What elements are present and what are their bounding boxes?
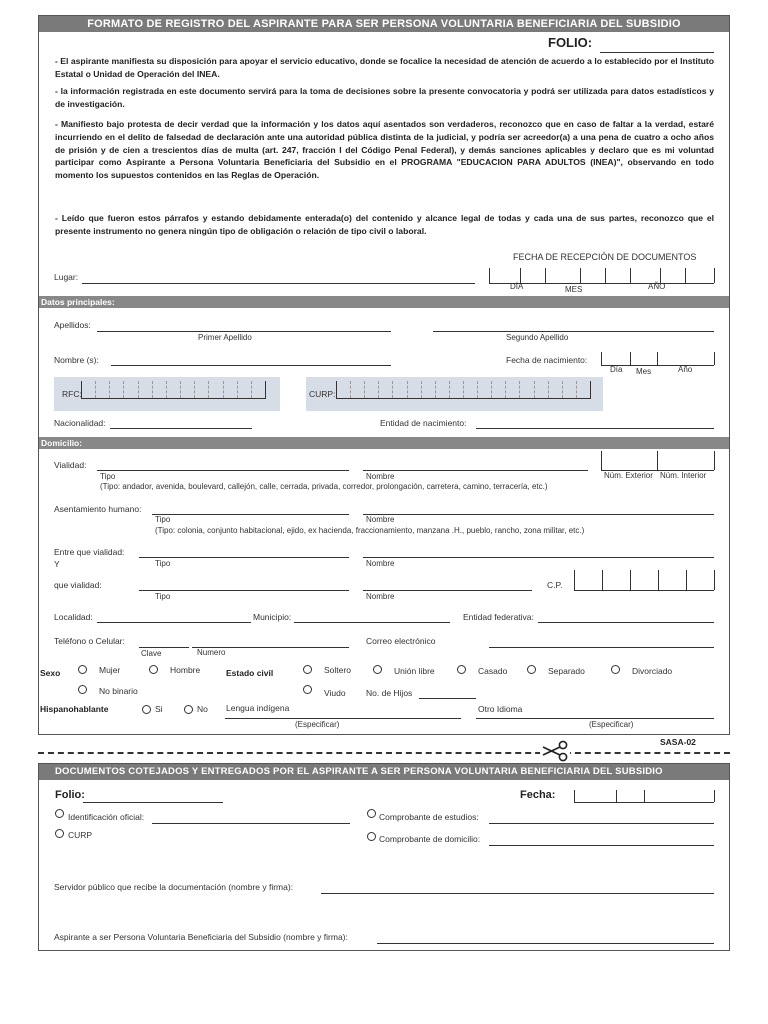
localidad-line[interactable]	[97, 622, 251, 623]
form-title: FORMATO DE REGISTRO DEL ASPIRANTE PARA SER PERSONA VOLUNTARIA BENEFICIARIA DEL SUBSIDIO	[39, 16, 729, 32]
radio-casado[interactable]	[457, 665, 466, 674]
num-interior-label: Núm. Interior	[660, 471, 707, 480]
radio-comprobante-estudios[interactable]	[367, 809, 376, 818]
vialidad-hint: (Tipo: andador, avenida, boulevard, callejón, calle, cerrada, privada, corredor, prolongación, carretera, camino, terracería, etc.)	[100, 482, 548, 491]
reception-tick-2	[520, 268, 521, 283]
si-label: Si	[155, 704, 163, 714]
cp-tick-2	[602, 570, 603, 590]
vialidad-nombre-line[interactable]	[363, 470, 588, 471]
comprobante-estudios-label: Comprobante de estudios:	[379, 812, 479, 822]
segundo-apellido-line[interactable]	[433, 331, 714, 332]
reception-tick-5	[605, 268, 606, 283]
vialidad-tipo-label: Tipo	[100, 472, 116, 481]
entre-nombre-label: Nombre	[366, 559, 395, 568]
folio-line[interactable]	[600, 52, 714, 53]
reception-tick-8	[685, 268, 686, 283]
nacionalidad-label: Nacionalidad:	[54, 418, 106, 428]
reception-tick-6	[630, 268, 631, 283]
fecha-nac-mes: Mes	[636, 367, 652, 376]
reception-mes: MES	[565, 285, 583, 294]
radio-no[interactable]	[184, 705, 193, 714]
radio-curp-doc[interactable]	[55, 829, 64, 838]
entidad-federativa-line[interactable]	[538, 622, 714, 623]
cp-line[interactable]	[574, 590, 714, 591]
divorciado-label: Divorciado	[632, 666, 673, 676]
docs-folio-line[interactable]	[83, 802, 223, 803]
cp-tick-1	[574, 570, 575, 590]
section-domicilio: Domicilio:	[39, 437, 729, 449]
docs-fecha-tick-4	[714, 790, 715, 802]
telefono-label: Teléfono o Celular:	[54, 636, 125, 646]
mujer-label: Mujer	[99, 665, 121, 675]
aspirante-firma-label: Aspirante a ser Persona Voluntaria Beneficiaria del Subsidio (nombre y firma):	[54, 932, 348, 942]
curp-label: CURP:	[309, 389, 336, 399]
num-tick-3	[714, 451, 715, 470]
cp-label: C.P.	[547, 580, 563, 590]
paragraph-3: - Manifiesto bajo protesta de decir verdad que la información y los datos aquí asentados son verdaderos, reconozco que en caso de faltar a la verdad, estaré incurriendo en el delito de falsedad de declaración ante una autoridad pública distinta de la judicial, y podría ser acreedor(a) a una pena de cuatro a ocho años de prisión y de cien a trescientos días de multa (art. 247, fracción I del Código Penal Federal), y demás sanciones aplicables y declaro que es mi voluntad participar como Aspirante a Persona Voluntaria Beneficiaria del Subsidio en el PROGRAMA "EDUCACION PARA ADULTOS (INEA)", observando en todo momento los supuestos contenidos en las Reglas de Operación.	[55, 119, 714, 181]
vialidad-label: Vialidad:	[54, 460, 87, 470]
lugar-line[interactable]	[82, 283, 475, 284]
que-vialidad-tipo-line[interactable]	[139, 590, 349, 591]
vialidad-tipo-line[interactable]	[97, 470, 349, 471]
cp-tick-4	[658, 570, 659, 590]
radio-comprobante-domicilio[interactable]	[367, 832, 376, 841]
nacionalidad-line[interactable]	[110, 428, 252, 429]
telefono-clave-label: Clave	[141, 649, 162, 658]
servidor-publico-line[interactable]	[321, 893, 714, 894]
radio-soltero[interactable]	[303, 665, 312, 674]
reception-tick-4	[580, 268, 581, 283]
que-vialidad-label: que vialidad:	[54, 580, 102, 590]
hijos-label: No. de Hijos	[366, 688, 413, 698]
vialidad-nombre-label: Nombre	[366, 472, 395, 481]
num-tick-2	[657, 451, 658, 470]
radio-identificacion-oficial[interactable]	[55, 809, 64, 818]
nombre-line[interactable]	[111, 365, 391, 366]
reception-anio: AÑO	[648, 282, 666, 291]
paragraph-4: - Leído que fueron estos párrafos y estando debidamente enterada(o) del contenido y alcance legal de todas y cada una de sus partes, reconozco que el presente instrumento no genera ningún tipo de obligación o relación de tipo civil o laboral.	[55, 213, 714, 236]
servidor-publico-label: Servidor público que recibe la documentación (nombre y firma):	[54, 882, 294, 892]
curp-cells[interactable]	[336, 381, 591, 399]
otro-idioma-line[interactable]	[476, 718, 714, 719]
scissors-icon	[540, 739, 570, 763]
estado-civil-label: Estado civil	[226, 668, 274, 678]
separado-label: Separado	[548, 666, 585, 676]
cp-tick-5	[686, 570, 687, 590]
fecha-nac-tick-2	[630, 352, 631, 365]
no-binario-label: No binario	[99, 686, 138, 696]
docs-folio-label: Folio:	[55, 789, 85, 801]
paragraph-2: - la información registrada en este documento servirá para la toma de decisiones sobre la presente convocatoria y podrá ser utilizada para datos estadísticos y de investigación.	[55, 86, 714, 109]
form-code: SASA-02	[660, 737, 696, 747]
radio-si[interactable]	[142, 705, 151, 714]
correo-line[interactable]	[489, 647, 714, 648]
docs-fecha-tick-3	[644, 790, 645, 802]
lugar-label: Lugar:	[54, 272, 79, 282]
fecha-nacimiento-label: Fecha de nacimiento:	[506, 355, 588, 365]
apellidos-label: Apellidos:	[54, 320, 91, 330]
radio-hombre[interactable]	[149, 665, 158, 674]
asentamiento-label: Asentamiento humano:	[54, 504, 142, 514]
fecha-nac-anio: Año	[678, 365, 693, 374]
cp-tick-3	[630, 570, 631, 590]
que-vialidad-tipo-label: Tipo	[155, 592, 171, 601]
docs-title: DOCUMENTOS COTEJADOS Y ENTREGADOS POR EL ASPIRANTE A SER PERSONA VOLUNTARIA BENEFICIARIA DEL SUBSIDIO	[39, 764, 729, 780]
radio-mujer[interactable]	[78, 665, 87, 674]
paragraph-1: - El aspirante manifiesta su disposición para apoyar el servicio educativo, donde se focalice la necesidad de atención de acuerdo a lo establecido por el Instituto Estatal o Unidad de Operación del INEA.	[55, 56, 714, 79]
otro-idioma-especificar: (Especificar)	[589, 720, 634, 729]
no-label: No	[197, 704, 208, 714]
reception-dia: DÍA	[510, 282, 524, 291]
casado-label: Casado	[478, 666, 508, 676]
section-datos-principales: Datos principales:	[39, 296, 729, 308]
asentamiento-nombre-label: Nombre	[366, 515, 395, 524]
que-vialidad-nombre-label: Nombre	[366, 592, 395, 601]
segundo-apellido-label: Segundo Apellido	[506, 333, 569, 342]
telefono-clave-line[interactable]	[139, 647, 189, 648]
reception-title: FECHA DE RECEPCIÓN DE DOCUMENTOS	[513, 252, 697, 262]
asentamiento-tipo-label: Tipo	[155, 515, 171, 524]
radio-viudo[interactable]	[303, 685, 312, 694]
primer-apellido-label: Primer Apellido	[198, 333, 252, 342]
y-label: Y	[54, 559, 60, 569]
lower-form-frame	[38, 763, 730, 951]
radio-no-binario[interactable]	[78, 685, 87, 694]
entre-tipo-line[interactable]	[139, 557, 349, 558]
docs-fecha-tick-1	[574, 790, 575, 802]
correo-label: Correo electrónico	[366, 636, 436, 646]
num-tick-1	[601, 451, 602, 470]
union-libre-label: Unión libre	[394, 666, 435, 676]
lengua-especificar: (Especificar)	[295, 720, 340, 729]
entidad-nacimiento-line[interactable]	[476, 428, 714, 429]
cut-dashed-line	[38, 752, 730, 754]
reception-tick-3	[545, 268, 546, 283]
comprobante-estudios-line[interactable]	[489, 823, 714, 824]
identificacion-oficial-line[interactable]	[152, 823, 350, 824]
reception-tick-9	[714, 268, 715, 283]
folio-label: FOLIO:	[548, 35, 593, 50]
entidad-nacimiento-label: Entidad de nacimiento:	[380, 418, 467, 428]
radio-divorciado[interactable]	[611, 665, 620, 674]
docs-fecha-line[interactable]	[574, 802, 714, 803]
hispanohablante-label: Hispanohablante	[40, 704, 109, 714]
nombre-label: Nombre (s):	[54, 355, 99, 365]
comprobante-domicilio-line[interactable]	[489, 845, 714, 846]
que-vialidad-nombre-line[interactable]	[363, 590, 532, 591]
hombre-label: Hombre	[170, 665, 201, 675]
asentamiento-hint: (Tipo: colonia, conjunto habitacional, ejido, ex hacienda, fraccionamiento, manzana .H., pueblo, rancho, zona militar, etc.)	[155, 526, 585, 535]
fecha-nac-tick-3	[657, 352, 658, 365]
municipio-line[interactable]	[294, 622, 450, 623]
cp-tick-6	[714, 570, 715, 590]
entre-tipo-label: Tipo	[155, 559, 171, 568]
rfc-cells[interactable]	[81, 381, 266, 399]
telefono-numero-label: Numero	[197, 648, 226, 657]
comprobante-domicilio-label: Comprobante de domicilio:	[379, 834, 481, 844]
reception-tick-7	[660, 268, 661, 283]
fecha-nac-tick-1	[601, 352, 602, 365]
lengua-indigena-line[interactable]	[225, 718, 461, 719]
radio-separado[interactable]	[527, 665, 536, 674]
localidad-label: Localidad:	[54, 612, 93, 622]
hijos-line[interactable]	[419, 698, 476, 699]
fecha-nac-tick-4	[714, 352, 715, 365]
asentamiento-tipo-line[interactable]	[152, 514, 349, 515]
otro-idioma-label: Otro Idioma	[478, 704, 523, 714]
entidad-federativa-label: Entidad federativa:	[463, 612, 534, 622]
fecha-nac-dia: Día	[610, 365, 623, 374]
curp-doc-label: CURP	[68, 830, 93, 840]
docs-fecha-tick-2	[616, 790, 617, 802]
asentamiento-nombre-line[interactable]	[363, 514, 714, 515]
docs-fecha-label: Fecha:	[520, 789, 556, 801]
municipio-label: Municipio:	[253, 612, 292, 622]
num-exterior-label: Núm. Exterior	[604, 471, 653, 480]
lengua-indigena-label: Lengua indígena	[226, 703, 290, 713]
viudo-label: Viudo	[324, 688, 346, 698]
entre-nombre-line[interactable]	[363, 557, 714, 558]
aspirante-firma-line[interactable]	[377, 943, 714, 944]
primer-apellido-line[interactable]	[97, 331, 391, 332]
soltero-label: Soltero	[324, 665, 351, 675]
reception-tick-1	[489, 268, 490, 283]
entre-vialidad-label: Entre que vialidad:	[54, 547, 125, 557]
sexo-label: Sexo	[40, 668, 61, 678]
rfc-label: RFC:	[62, 389, 82, 399]
identificacion-oficial-label: Identificación oficial:	[68, 812, 145, 822]
radio-union-libre[interactable]	[373, 665, 382, 674]
